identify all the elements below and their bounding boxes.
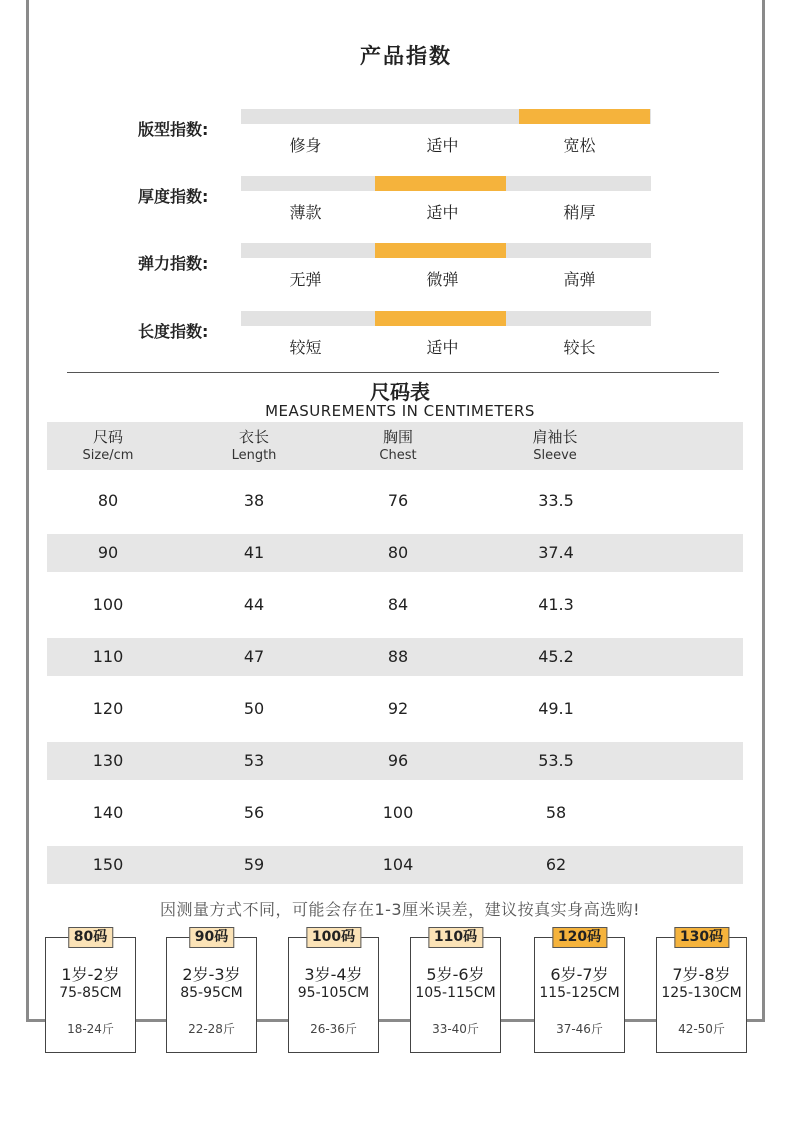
header-en: Sleeve (533, 448, 577, 463)
cell-length: 38 (243, 491, 265, 510)
size-card (45, 929, 136, 1053)
header-size (48, 428, 168, 464)
cell-size: 120 (92, 699, 124, 718)
table-row (47, 482, 743, 520)
index-option: 适中 (426, 203, 459, 222)
cell-size: 90 (97, 543, 119, 562)
header-sleeve (495, 428, 615, 464)
card-age: 7岁-8岁 (672, 965, 731, 984)
cell-size: 130 (92, 751, 124, 770)
card-height: 115-125CM (539, 985, 620, 1001)
header-zh: 胸围 (382, 428, 413, 446)
size-tag: 80码 (68, 927, 113, 948)
size-tag: 120码 (552, 927, 607, 948)
index-option: 较短 (289, 338, 322, 357)
index-option: 宽松 (563, 136, 596, 155)
index-segment (241, 243, 372, 258)
card-height: 75-85CM (59, 985, 122, 1001)
cell-length: 56 (243, 803, 265, 822)
index-option: 适中 (426, 136, 459, 155)
header-en: Length (231, 448, 277, 463)
size-card (410, 929, 501, 1053)
card-weight: 18-24斤 (67, 1022, 114, 1036)
size-tag: 130码 (674, 927, 729, 948)
size-table-header (47, 422, 743, 470)
header-zh: 肩袖长 (532, 428, 578, 446)
page-title: 产品指数 (360, 44, 452, 68)
index-segment (241, 311, 372, 326)
card-weight: 22-28斤 (188, 1022, 235, 1036)
index-row-elasticity (0, 243, 790, 303)
size-card (656, 929, 747, 1053)
cell-length: 59 (243, 855, 265, 874)
card-height: 125-130CM (661, 985, 742, 1001)
index-option: 稍厚 (563, 203, 596, 222)
cell-length: 50 (243, 699, 265, 718)
index-label: 版型指数: (138, 120, 209, 139)
index-segment (375, 311, 506, 326)
card-age: 3岁-4岁 (304, 965, 363, 984)
table-row (47, 638, 743, 676)
index-label: 长度指数: (138, 322, 209, 341)
cell-sleeve: 58 (545, 803, 567, 822)
cell-size: 100 (92, 595, 124, 614)
cell-chest: 80 (387, 543, 409, 562)
card-age: 5岁-6岁 (426, 965, 485, 984)
cell-chest: 104 (382, 855, 414, 874)
index-bar (241, 243, 651, 258)
index-bar (241, 311, 651, 326)
cell-chest: 92 (387, 699, 409, 718)
size-chart-title: 尺码表 (370, 380, 430, 404)
card-weight: 42-50斤 (678, 1022, 725, 1036)
cell-chest: 100 (382, 803, 414, 822)
index-segment (241, 109, 372, 124)
header-zh: 衣长 (238, 428, 269, 446)
frame-bottom-border (26, 1019, 765, 1022)
cell-sleeve: 33.5 (538, 491, 574, 510)
header-en: Chest (379, 448, 417, 463)
cell-sleeve: 49.1 (538, 699, 574, 718)
index-segment (375, 109, 506, 124)
card-age: 6岁-7岁 (550, 965, 609, 984)
size-tag: 90码 (189, 927, 234, 948)
header-chest (338, 428, 458, 464)
card-age: 1岁-2岁 (61, 965, 120, 984)
cell-sleeve: 41.3 (538, 595, 574, 614)
index-bar (241, 109, 651, 124)
card-height: 85-95CM (180, 985, 243, 1001)
size-card (166, 929, 257, 1053)
header-zh: 尺码 (92, 428, 123, 446)
size-tag: 100码 (306, 927, 361, 948)
index-option: 适中 (426, 338, 459, 357)
index-segment (519, 243, 650, 258)
cell-length: 53 (243, 751, 265, 770)
cell-length: 47 (243, 647, 265, 666)
index-segment (375, 176, 506, 191)
table-row (47, 742, 743, 780)
card-weight: 26-36斤 (310, 1022, 357, 1036)
card-weight: 33-40斤 (432, 1022, 479, 1036)
index-option: 无弹 (289, 270, 322, 289)
index-row-thickness (0, 176, 790, 236)
card-height: 95-105CM (297, 985, 370, 1001)
cell-size: 140 (92, 803, 124, 822)
header-en: Size/cm (82, 448, 134, 463)
cell-chest: 76 (387, 491, 409, 510)
index-option: 修身 (289, 136, 322, 155)
card-height: 105-115CM (415, 985, 496, 1001)
card-age: 2岁-3岁 (182, 965, 241, 984)
cell-sleeve: 45.2 (538, 647, 574, 666)
cell-sleeve: 37.4 (538, 543, 574, 562)
cell-sleeve: 53.5 (538, 751, 574, 770)
cell-length: 44 (243, 595, 265, 614)
index-segment (519, 176, 650, 191)
section-divider (67, 372, 719, 373)
index-segment (519, 109, 650, 124)
index-row-length (0, 311, 790, 371)
index-row-fit (0, 109, 790, 169)
cell-size: 150 (92, 855, 124, 874)
cell-chest: 96 (387, 751, 409, 770)
table-row (47, 690, 743, 728)
index-option: 薄款 (289, 203, 322, 222)
size-chart-subtitle: MEASUREMENTS IN CENTIMETERS (265, 402, 535, 420)
index-option: 微弹 (426, 270, 459, 289)
table-row (47, 846, 743, 884)
card-weight: 37-46斤 (556, 1022, 603, 1036)
size-card (288, 929, 379, 1053)
cell-chest: 84 (387, 595, 409, 614)
cell-length: 41 (243, 543, 265, 562)
cell-size: 80 (97, 491, 119, 510)
index-label: 弹力指数: (138, 254, 209, 273)
index-label: 厚度指数: (138, 187, 209, 206)
cell-sleeve: 62 (545, 855, 567, 874)
size-card (534, 929, 625, 1053)
measurement-note: 因测量方式不同，可能会存在1-3厘米误差，建议按真实身高选购! (159, 900, 641, 919)
index-option: 高弹 (563, 270, 596, 289)
index-segment (519, 311, 650, 326)
index-segment (241, 176, 372, 191)
table-row (47, 534, 743, 572)
table-row (47, 586, 743, 624)
cell-chest: 88 (387, 647, 409, 666)
table-row (47, 794, 743, 832)
index-bar (241, 176, 651, 191)
index-option: 较长 (563, 338, 596, 357)
cell-size: 110 (92, 647, 124, 666)
size-tag: 110码 (428, 927, 483, 948)
index-segment (375, 243, 506, 258)
header-length (194, 428, 314, 464)
